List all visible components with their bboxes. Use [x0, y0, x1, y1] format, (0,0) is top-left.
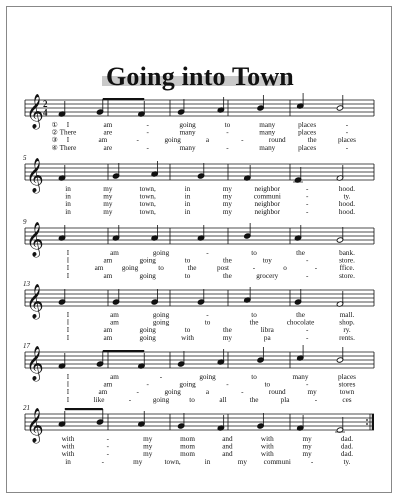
lyric-syllable: my [103, 207, 113, 216]
lyric-syllable: my [222, 185, 233, 193]
lyric-syllable: - [136, 388, 139, 397]
lyric-syllable: my [103, 185, 113, 193]
lyric-syllable: pla [280, 395, 290, 404]
lyric-syllable: going [152, 318, 170, 327]
lyric-syllable: places [338, 373, 356, 381]
lyric-syllable: - [305, 207, 309, 216]
lyric-syllable: I [66, 256, 70, 265]
lyric-syllable: - [226, 143, 229, 152]
lyric-syllable: I [66, 395, 70, 404]
lyric-syllable: hood. [338, 185, 356, 193]
lyric-syllable: many [179, 143, 196, 152]
lyric-syllable: communi [263, 457, 291, 466]
lyric-syllable: my [222, 333, 233, 342]
lyric-syllable: bank. [339, 249, 355, 257]
lyric-syllable: - [305, 326, 309, 335]
lyric-syllable: mom [180, 450, 195, 459]
lyric-syllable: I [66, 388, 70, 397]
lyric-syllable: - [310, 457, 314, 466]
lyric-syllable: going [199, 373, 216, 381]
time-signature-bottom: 4 [43, 107, 48, 118]
lyric-syllable: places [338, 136, 356, 145]
lyric-syllable: am [103, 256, 113, 265]
lyric-syllable: neighbor [254, 207, 281, 216]
lyric-syllable: to [251, 311, 257, 319]
staff-system [23, 404, 374, 466]
treble-clef-icon: 𝄞 [26, 284, 44, 319]
lyric-syllable: are [103, 128, 113, 137]
lyric-syllable: - [305, 256, 309, 265]
lyric-syllable: to [189, 395, 195, 404]
lyric-syllable: - [106, 450, 110, 459]
lyric-syllable: town, [164, 457, 181, 466]
lyric-syllable: town [339, 388, 355, 397]
lyric-syllable: going [139, 326, 156, 335]
lyric-syllable: I [66, 333, 70, 342]
lyric-syllable: I [66, 373, 70, 381]
treble-clef-icon: 𝄞 [26, 158, 44, 193]
lyric-syllable: am [98, 388, 108, 397]
lyric-syllable: my [222, 192, 233, 201]
repeat-dot [366, 419, 368, 421]
lyric-syllable: toy [262, 256, 272, 265]
lyric-syllable: in [184, 200, 191, 209]
lyric-syllable: - [241, 388, 244, 397]
lyric-syllable: the [223, 326, 232, 335]
lyric-syllable: town, [139, 185, 156, 193]
lyric-syllable: I [66, 271, 70, 280]
lyric-syllable: There [59, 143, 77, 152]
lyric-syllable: with [61, 450, 75, 459]
lyric-syllable: many [259, 121, 276, 129]
lyric-syllable: - [101, 457, 105, 466]
lyric-syllable: - [252, 264, 256, 273]
lyric-syllable: - [206, 249, 209, 257]
lyric-syllable: - [305, 380, 309, 389]
lyric-syllable: chocolate [286, 318, 315, 327]
lyric-syllable: the [249, 318, 259, 327]
lyric-syllable: I [66, 121, 70, 129]
lyric-syllable: a [205, 388, 210, 397]
lyric-syllable: rents. [339, 333, 355, 342]
eighth-beam [103, 350, 144, 352]
lyric-syllable: my [103, 200, 113, 209]
lyric-syllable: am [103, 333, 113, 342]
lyric-syllable: - [305, 333, 309, 342]
lyric-syllable: going [121, 264, 139, 273]
lyric-syllable: like [93, 395, 105, 404]
lyric-syllable: in [65, 457, 71, 466]
lyric-syllable: and [222, 450, 233, 459]
lyric-syllable: the [223, 256, 232, 265]
lyric-syllable: am [98, 136, 108, 145]
lyric-syllable: to [251, 373, 257, 381]
lyric-syllable: ty. [343, 457, 351, 466]
lyric-syllable: with [61, 442, 75, 451]
lyric-syllable: places [298, 143, 317, 152]
lyric-syllable: I [66, 318, 70, 327]
lyric-syllable: dad. [340, 435, 354, 443]
lyric-syllable: - [345, 143, 349, 152]
lyric-syllable: am [110, 373, 119, 381]
treble-clef-icon: 𝄞 [26, 222, 44, 257]
lyric-syllable: to [264, 380, 271, 389]
lyric-syllable: hood. [338, 207, 356, 216]
lyric-syllable: - [314, 395, 318, 404]
lyric-syllable: town, [139, 192, 156, 201]
lyric-syllable: I [66, 264, 70, 273]
lyric-syllable: am [94, 264, 104, 273]
lyric-syllable: in [65, 207, 71, 216]
lyric-syllable: - [241, 136, 244, 145]
lyric-syllable: am [103, 121, 113, 129]
lyric-syllable: town, [139, 200, 156, 209]
time-signature-top: 2 [43, 99, 48, 109]
lyric-syllable: the [223, 271, 232, 280]
lyric-syllable: many [259, 128, 276, 137]
lyric-syllable: in [184, 207, 191, 216]
eighth-beam [103, 98, 144, 100]
lyric-syllable: going [139, 256, 156, 265]
treble-clef-icon: 𝄞 [26, 346, 44, 381]
lyric-syllable: many [259, 143, 276, 152]
lyric-syllable: my [103, 192, 113, 201]
lyric-syllable: mall. [339, 311, 355, 319]
verse-number: ④ [51, 143, 58, 152]
lyric-syllable: - [106, 435, 110, 443]
staff-system [23, 342, 374, 404]
lyric-syllable: - [146, 380, 149, 389]
lyric-syllable: I [66, 311, 70, 319]
lyric-syllable: - [206, 311, 209, 319]
lyric-syllable: my [237, 457, 247, 466]
lyric-syllable: communi [253, 192, 281, 201]
lyric-syllable: to [184, 271, 191, 280]
lyric-syllable: with [260, 450, 274, 459]
lyric-syllable: mom [180, 442, 195, 451]
lyric-syllable: - [226, 380, 229, 389]
lyric-syllable: many [179, 128, 196, 137]
lyric-syllable: mom [180, 435, 195, 443]
lyric-syllable: stores [338, 380, 356, 389]
lyric-syllable: am [103, 380, 113, 389]
lyric-syllable: the [307, 136, 317, 145]
lyric-syllable: places [298, 128, 317, 137]
lyric-syllable: - [305, 185, 309, 193]
lyric-syllable: with [260, 435, 274, 443]
lyric-syllable: with [61, 435, 75, 443]
lyric-syllable: ry. [343, 326, 351, 335]
lyric-syllable: - [146, 121, 149, 129]
lyric-syllable: - [226, 128, 229, 137]
lyric-syllable: - [345, 128, 349, 137]
verse-number: ② [51, 128, 58, 137]
lyric-syllable: to [204, 318, 211, 327]
lyric-syllable: places [298, 121, 317, 129]
lyric-syllable: neighbor [254, 200, 281, 209]
lyric-syllable: going [139, 333, 156, 342]
lyric-syllable: in [184, 185, 191, 193]
measure-number: 21 [23, 404, 30, 412]
lyric-syllable: to [251, 249, 257, 257]
staff-system [23, 218, 374, 280]
lyric-syllable: ffice. [339, 264, 355, 273]
verse-number: ① [51, 121, 58, 129]
lyric-syllable: pa [263, 333, 271, 342]
lyric-syllable: going [179, 380, 196, 389]
lyric-syllable: my [133, 457, 143, 466]
lyric-syllable: my [143, 450, 153, 459]
lyric-syllable: - [314, 264, 318, 273]
lyric-syllable: I [66, 380, 70, 389]
eighth-beam [65, 408, 103, 410]
lyric-syllable: the [296, 249, 305, 257]
staff-system [25, 93, 374, 152]
lyric-syllable: am [103, 326, 113, 335]
repeat-dot [366, 423, 368, 425]
lyric-syllable: in [204, 457, 211, 466]
measure-number: 17 [23, 342, 30, 350]
lyric-syllable: in [65, 185, 71, 193]
lyric-syllable: the [249, 395, 259, 404]
lyric-syllable: hood. [338, 200, 356, 209]
staff-system [23, 154, 374, 216]
lyric-syllable: a [205, 136, 210, 145]
song-title: Going into Town [106, 62, 294, 91]
lyric-syllable: in [65, 192, 71, 201]
lyric-syllable: going [139, 271, 156, 280]
lyric-syllable: to [224, 121, 231, 129]
verse-number: ③ [51, 136, 58, 145]
lyric-syllable: to [184, 326, 191, 335]
lyric-syllable: my [222, 200, 233, 209]
lyric-syllable: - [305, 192, 309, 201]
lyric-syllable: town, [139, 207, 156, 216]
lyric-syllable: going [152, 249, 170, 257]
measure-number: 9 [23, 218, 27, 226]
lyric-syllable: am [110, 318, 119, 327]
lyric-syllable: - [305, 271, 309, 280]
lyric-syllable: going [164, 388, 181, 397]
lyric-syllable: going [152, 395, 170, 404]
lyric-syllable: my [302, 435, 312, 443]
lyric-syllable: to [158, 264, 164, 273]
lyric-syllable: my [302, 442, 312, 451]
lyric-syllable: my [307, 388, 317, 397]
lyric-syllable: - [136, 136, 139, 145]
lyric-syllable: am [110, 249, 119, 257]
lyric-syllable: am [110, 311, 119, 319]
lyric-syllable: the [296, 311, 305, 319]
lyric-syllable: o [283, 264, 287, 273]
lyric-syllable: dad. [340, 450, 354, 459]
lyric-syllable: are [103, 143, 113, 152]
lyric-syllable: my [143, 435, 153, 443]
lyric-syllable: - [159, 373, 163, 381]
lyric-syllable: round [268, 388, 286, 397]
lyric-syllable: ces [342, 395, 352, 404]
lyric-syllable: am [103, 271, 113, 280]
lyric-syllable: I [66, 326, 70, 335]
treble-clef-icon: 𝄞 [26, 94, 44, 129]
lyric-syllable: in [65, 200, 71, 209]
lyric-syllable: I [66, 136, 70, 145]
staff-system [23, 280, 374, 342]
lyric-syllable: post [217, 264, 229, 273]
lyric-syllable: - [305, 200, 309, 209]
lyric-syllable: libra [260, 326, 274, 335]
lyric-syllable: to [184, 256, 191, 265]
lyric-syllable: with [181, 333, 194, 342]
lyric-syllable: shop. [339, 318, 355, 327]
lyric-syllable: store. [339, 256, 355, 265]
lyric-syllable: going [152, 311, 170, 319]
lyric-syllable: There [59, 128, 77, 137]
lyric-syllable: - [128, 395, 132, 404]
lyric-syllable: all [219, 395, 227, 404]
lyric-syllable: and [222, 435, 233, 443]
lyric-syllable: round [268, 136, 286, 145]
lyric-syllable: - [146, 128, 149, 137]
lyric-syllable: - [106, 442, 110, 451]
lyric-syllable: I [66, 249, 70, 257]
lyric-syllable: and [222, 442, 233, 451]
lyric-syllable: going [164, 136, 181, 145]
lyric-syllable: my [143, 442, 153, 451]
lyric-syllable: ty. [343, 192, 351, 201]
lyric-syllable: many [292, 373, 309, 381]
measure-number: 13 [23, 280, 30, 288]
lyric-syllable: the [187, 264, 197, 273]
lyric-syllable: grocery [256, 271, 279, 280]
lyric-syllable: neighbor [254, 185, 281, 193]
lyric-syllable: - [345, 121, 349, 129]
treble-clef-icon: 𝄞 [26, 408, 44, 443]
lyric-syllable: my [222, 207, 233, 216]
measure-number: 5 [23, 154, 27, 162]
lyric-syllable: my [302, 450, 312, 459]
lyric-syllable: store. [339, 271, 355, 280]
lyric-syllable: in [184, 192, 191, 201]
lyric-syllable: - [146, 143, 149, 152]
lyric-syllable: going [179, 121, 196, 129]
final-thick-bar [372, 414, 374, 430]
lyric-syllable: with [260, 442, 274, 451]
lyric-syllable: dad. [340, 442, 354, 451]
